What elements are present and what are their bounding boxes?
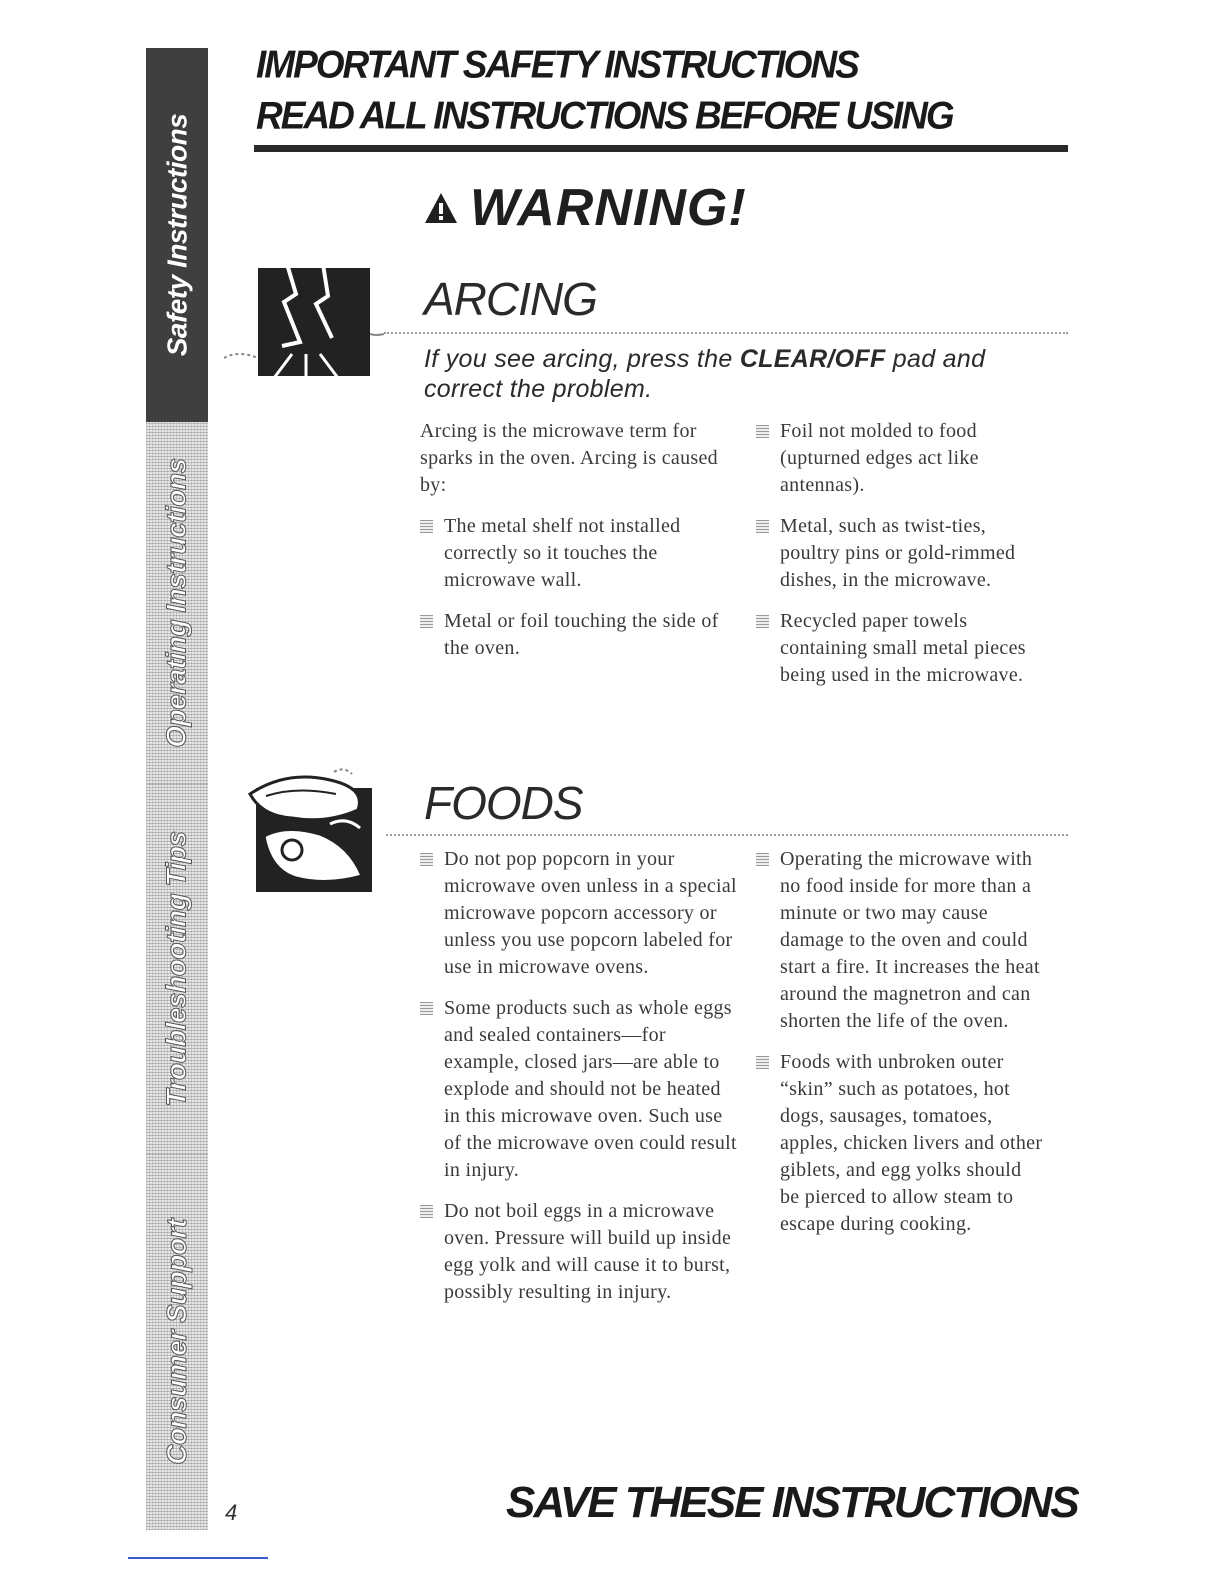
- header-title-line2: READ ALL INSTRUCTIONS BEFORE USING: [256, 93, 953, 137]
- bullet-text: Metal or foil touching the side of the oven.: [444, 610, 719, 659]
- foods-title: FOODS: [424, 777, 583, 829]
- bullet-text: Foods with unbroken outer “skin” such as potatoes, hot dogs, sausages, tomatoes, apples, chicken livers and other giblets, and egg yolks should be pierced to allow steam to escape during cooking.: [780, 1051, 1043, 1235]
- bullet-icon: [420, 615, 433, 628]
- list-item: [756, 513, 1046, 594]
- bullet-text: Recycled paper towels containing small metal pieces being used in the microwave.: [780, 610, 1026, 686]
- foods-divider: [386, 834, 1068, 836]
- tab-label: Safety Instructions: [161, 113, 192, 357]
- page-number: 4: [225, 1500, 238, 1525]
- bullet-icon: [756, 520, 769, 533]
- tab-label: Operating Instructions: [161, 458, 192, 748]
- bullet-icon: [420, 520, 433, 533]
- tab-label: Troubleshooting Tips: [161, 831, 192, 1107]
- tab-safety-instructions[interactable]: [146, 48, 208, 423]
- bullet-icon: [756, 615, 769, 628]
- arcing-subhead: [424, 344, 1064, 404]
- arcing-intro: Arcing is the microwave term for sparks in the oven. Arcing is caused by:: [420, 420, 718, 496]
- bullet-text: Foil not molded to food (upturned edges act like antennas).: [780, 420, 979, 496]
- bullet-icon: [756, 1056, 769, 1069]
- list-item: [756, 608, 1046, 689]
- bullet-text: Some products such as whole eggs and sealed containers—for example, closed jars—are able to explode and should not be heated in this microwave oven. Such use of the microwave oven could result in injury.: [444, 997, 737, 1181]
- list-item: [756, 846, 1046, 1035]
- link-underline: [128, 1557, 268, 1559]
- list-item: [420, 995, 740, 1184]
- foods-right-column: [756, 846, 1046, 1252]
- bullet-icon: [756, 853, 769, 866]
- tab-label: Consumer Support: [161, 1219, 192, 1465]
- list-item: [420, 1198, 740, 1306]
- bullet-icon: [420, 853, 433, 866]
- bullet-icon: [756, 425, 769, 438]
- list-item: [420, 846, 740, 981]
- list-item: [420, 513, 740, 594]
- tab-consumer-support[interactable]: [146, 1154, 208, 1530]
- warning-text: WARNING!: [470, 179, 747, 237]
- arcing-left-column: [420, 418, 740, 676]
- bullet-text: Metal, such as twist-ties, poultry pins or gold-rimmed dishes, in the microwave.: [780, 515, 1016, 591]
- warning-triangle-icon: [424, 192, 458, 224]
- tab-operating-instructions[interactable]: [146, 422, 208, 785]
- save-instructions-footer: SAVE THESE INSTRUCTIONS: [506, 1478, 1078, 1527]
- arcing-divider: [384, 332, 1068, 334]
- bullet-icon: [420, 1002, 433, 1015]
- subhead-text: pad and correct the problem.: [424, 345, 986, 403]
- warning-banner: [424, 178, 747, 238]
- header-rule: [254, 145, 1068, 152]
- bullet-text: Do not boil eggs in a microwave oven. Pressure will build up inside egg yolk and will cause it to burst, possibly resulting in injury.: [444, 1200, 732, 1303]
- arcing-right-column: [756, 418, 1046, 703]
- arcing-title: ARCING: [424, 273, 597, 325]
- header-title-line1: IMPORTANT SAFETY INSTRUCTIONS: [256, 42, 858, 86]
- bullet-text: Operating the microwave with no food inside for more than a minute or two may cause damage to the oven and could start a fire. It increases the heat around the magnetron and can shorten the life of the oven.: [780, 848, 1040, 1032]
- clear-off-label: CLEAR/OFF: [739, 345, 886, 373]
- arcing-illustration: [224, 254, 384, 384]
- foods-illustration: [226, 766, 386, 896]
- list-item: [420, 608, 740, 662]
- list-item: [756, 418, 1046, 499]
- subhead-text: If you see arcing, press the: [424, 345, 740, 373]
- tab-troubleshooting-tips[interactable]: [146, 784, 208, 1155]
- list-item: [756, 1049, 1046, 1238]
- side-tab-strip: [146, 48, 208, 1530]
- bullet-text: The metal shelf not installed correctly so it touches the microwave wall.: [444, 515, 681, 591]
- foods-left-column: [420, 846, 740, 1320]
- bullet-icon: [420, 1205, 433, 1218]
- bullet-text: Do not pop popcorn in your microwave oven unless in a special microwave popcorn accessory or unless you use popcorn labeled for use in microwave ovens.: [444, 848, 737, 978]
